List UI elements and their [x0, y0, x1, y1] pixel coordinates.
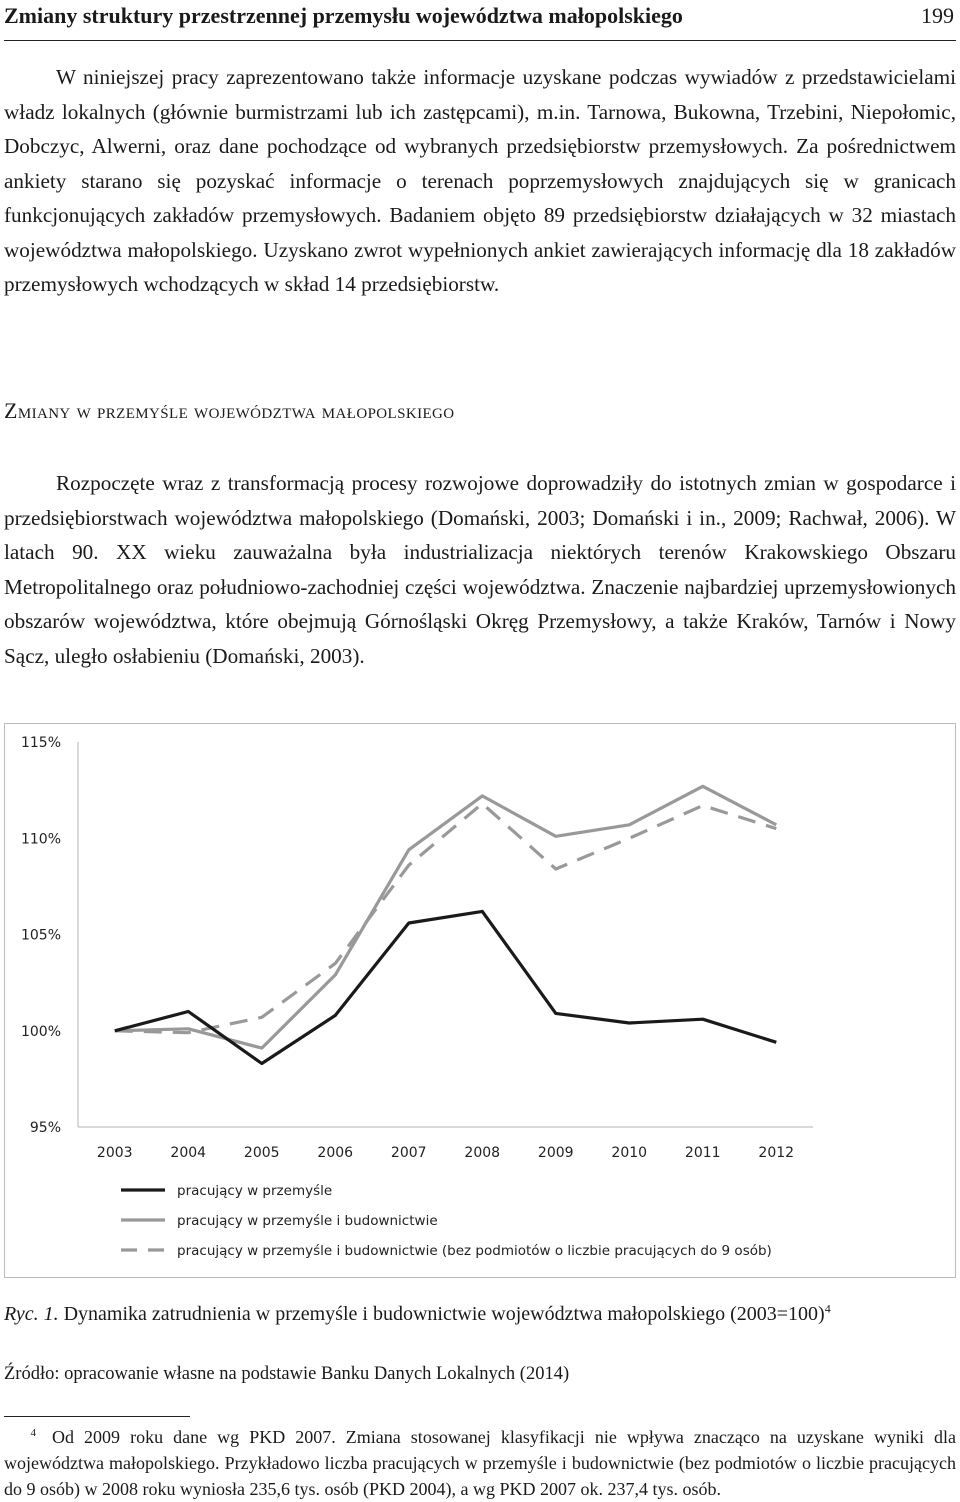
x-tick-label: 2003: [96, 1145, 133, 1161]
footnote: [4, 1424, 956, 1502]
page-number: 199: [921, 3, 954, 28]
y-tick-label: 110%: [20, 831, 61, 848]
x-tick-label: 2006: [317, 1145, 354, 1161]
footnote-separator: [4, 1416, 190, 1417]
paragraph-methods-text: W niniejszej pracy zaprezentowano także informacje uzyskane podczas wywiadów z przedstawicielami władz lokalnych (głównie burmistrzami lub ich zastępcami), m.in. Tarnowa, Bukowna, Trzebini, Niepołomic, Dobczyc, Alwerni, oraz dane pochodzące od wybranych przedsiębiorstw przemysłowych. Za pośrednictwem ankiety starano się pozyskać informacje o terenach poprzemysłowych znajdujących się w granicach funkcjonujących zakładów przemysłowych. Badaniem objęto 89 przedsiębiorstw działających w 32 miastach województwa małopolskiego. Uzyskano zwrot wypełnionych ankiet zawierających informację dla 18 zakładów przemysłowych wchodzących w skład 14 przedsiębiorstw.: [4, 65, 956, 296]
footnote-text: Od 2009 roku dane wg PKD 2007. Zmiana stosowanej klasyfikacji nie wpływa znacząco na uzyskane wyniki dla województwa małopolskiego. Przykładowo liczba pracujących w przemyśle i budownictwie (bez podmiotów o liczbie pracujących do 9 osób) w 2008 roku wyniosła 235,6 tys. osób (PKD 2004), a wg PKD 2007 ok. 237,4 tys. osób.: [4, 1427, 956, 1499]
x-tick-label: 2005: [243, 1145, 280, 1161]
x-tick-label: 2009: [537, 1145, 574, 1161]
legend-label-3: pracujący w przemyśle i budownictwie (bez podmiotów o liczbie pracujących do 9 osób): [177, 1243, 772, 1259]
paragraph-industry-changes-text: Rozpoczęte wraz z transformacją procesy rozwojowe doprowadziły do istotnych zmian w gospodarce i przedsiębiorstwach województwa małopolskiego (Domański, 2003; Domański i in., 2009; Rachwał, 2006). W latach 90. XX wieku zauważalna była industrializacja niektórych terenów Krakowskiego Obszaru Metropolitalnego oraz południowo-zachodniej części województwa. Znaczenie najbardziej uprzemysłowionych obszarów województwa, które obejmują Górnośląski Okręg Przemysłowy, a także Kraków, Tarnów i Nowy Sącz, uległo osłabieniu (Domański, 2003).: [4, 471, 956, 668]
figure-caption-text: Dynamika zatrudnienia w przemyśle i budownictwie województwa małopolskiego (2003=100): [63, 1303, 825, 1325]
running-title: Zmiany struktury przestrzennej przemysłu województwa małopolskiego: [4, 3, 683, 28]
figure-source: [4, 1360, 956, 1388]
figure-source-text: opracowanie własne na podstawie Banku Danych Lokalnych (2014): [64, 1364, 570, 1384]
figure-caption-lead: Ryc. 1.: [4, 1303, 59, 1325]
y-tick-label: 115%: [20, 735, 61, 751]
x-tick-label: 2011: [684, 1145, 721, 1161]
x-tick-label: 2004: [170, 1145, 207, 1161]
legend-label-2: pracujący w przemyśle i budownictwie: [177, 1213, 438, 1229]
y-tick-label: 95%: [29, 1120, 61, 1136]
figure-employment-chart: [4, 723, 956, 1278]
paragraph-industry-changes: [4, 466, 956, 673]
figure-caption: [4, 1300, 956, 1328]
footnote-marker: 4: [30, 1427, 36, 1439]
x-tick-label: 2008: [464, 1145, 501, 1161]
paragraph-methods: [4, 60, 956, 302]
y-tick-label: 105%: [20, 927, 61, 944]
x-tick-label: 2012: [758, 1145, 795, 1161]
figure-caption-footnote-ref: 4: [824, 1301, 831, 1316]
section-heading: Zmiany w przemyśle województwa małopolskiego: [4, 398, 455, 423]
x-tick-label: 2007: [390, 1145, 427, 1161]
series-line-1: [115, 911, 777, 1063]
line-chart: [5, 724, 955, 1277]
running-header: [4, 0, 956, 41]
legend-label-1: pracujący w przemyśle: [177, 1183, 333, 1199]
y-tick-label: 100%: [20, 1023, 61, 1040]
figure-source-label: Źródło:: [4, 1364, 60, 1384]
x-tick-label: 2010: [611, 1145, 648, 1161]
